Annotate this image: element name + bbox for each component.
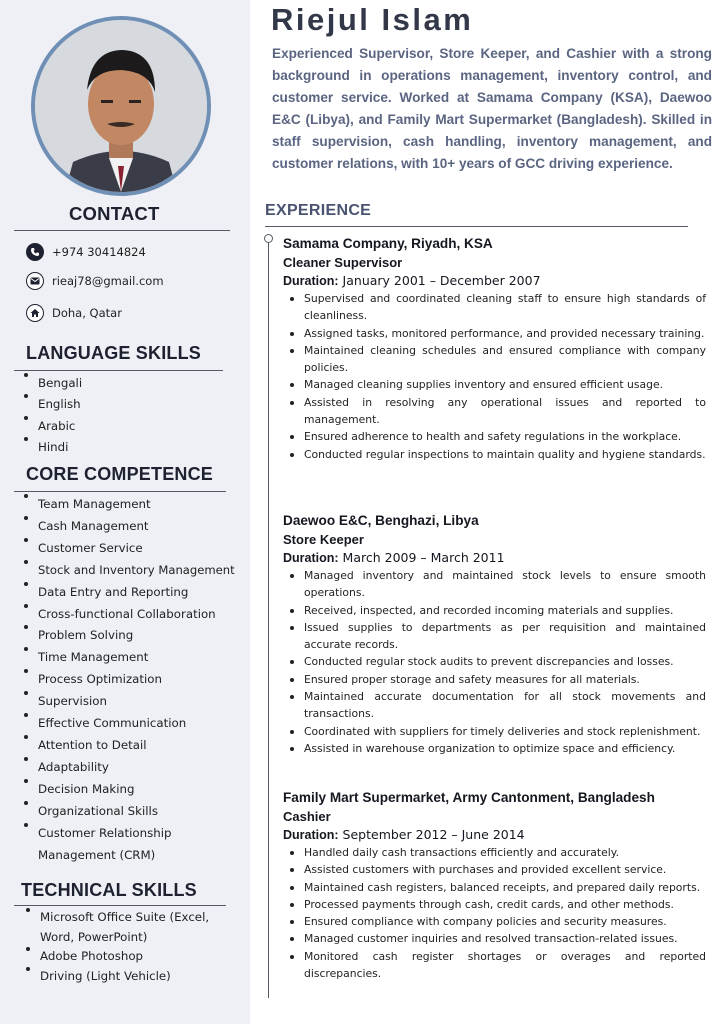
timeline-dot bbox=[264, 234, 273, 243]
list-item: Stock and Inventory Management bbox=[22, 560, 237, 582]
list-item: Ensured proper storage and safety measures for all materials. bbox=[283, 671, 706, 688]
list-item: Data Entry and Reporting bbox=[22, 582, 237, 604]
list-item: Handled daily cash transactions efficiently and accurately. bbox=[283, 844, 706, 861]
job-entry-daewoo bbox=[283, 511, 706, 757]
language-list bbox=[22, 373, 82, 458]
technical-heading: TECHNICAL SKILLS bbox=[21, 880, 197, 900]
list-item: Customer Service bbox=[22, 538, 237, 560]
list-item: Adobe Photoshop bbox=[24, 947, 224, 967]
list-item: Assisted customers with purchases and provided excellent service. bbox=[283, 861, 706, 878]
language-divider bbox=[14, 370, 223, 371]
job-duration bbox=[283, 272, 706, 290]
list-item: Issued supplies to departments as per requisition and maintained accurate records. bbox=[283, 619, 706, 654]
experience-divider bbox=[265, 226, 688, 227]
experience-heading: EXPERIENCE bbox=[265, 202, 372, 219]
list-item: Decision Making bbox=[22, 779, 237, 801]
job-bullets bbox=[283, 290, 706, 463]
profile-summary: Experienced Supervisor, Store Keeper, and Cashier with a strong background in operations management, inventory control, and customer service. Worked at Samama Company (KSA), Daewoo E&C (Libya), and Family Mart Supermarket (Bangladesh). Skilled in staff supervision, cash handling, inventory management, and customer relations, with 10+ years of GCC driving experience. bbox=[272, 46, 712, 171]
technical-divider bbox=[14, 905, 226, 906]
list-item: Problem Solving bbox=[22, 625, 237, 647]
list-item: Organizational Skills bbox=[22, 801, 237, 823]
list-item: Assigned tasks, monitored performance, and provided necessary training. bbox=[283, 325, 706, 342]
timeline-line bbox=[268, 238, 269, 998]
list-item: Driving (Light Vehicle) bbox=[24, 967, 224, 987]
list-item: Cash Management bbox=[22, 516, 237, 538]
list-item: Maintained cash registers, balanced receipts, and prepared daily reports. bbox=[283, 879, 706, 896]
phone-icon bbox=[26, 243, 44, 261]
duration-value: September 2012 – June 2014 bbox=[342, 827, 525, 842]
list-item: Ensured adherence to health and safety regulations in the workplace. bbox=[283, 428, 706, 445]
list-item: Conducted regular inspections to maintain quality and hygiene standards. bbox=[283, 446, 706, 463]
list-item: Effective Communication bbox=[22, 713, 237, 735]
job-duration bbox=[283, 826, 706, 844]
list-item: Customer Relationship Management (CRM) bbox=[22, 823, 188, 867]
list-item: Hindi bbox=[22, 437, 82, 458]
list-item: Attention to Detail bbox=[22, 735, 237, 757]
list-item: English bbox=[22, 394, 82, 415]
job-role: Cashier bbox=[283, 809, 331, 824]
list-item: Assisted in resolving any operational issues and reported to management. bbox=[283, 394, 706, 429]
contact-phone bbox=[26, 243, 146, 261]
sidebar bbox=[0, 0, 250, 1024]
list-item: Arabic bbox=[22, 416, 82, 437]
contact-heading: CONTACT bbox=[69, 203, 160, 224]
list-item: Process Optimization bbox=[22, 669, 237, 691]
phone-number[interactable]: +974 30414824 bbox=[52, 245, 146, 259]
avatar bbox=[35, 20, 207, 192]
job-company: Family Mart Supermarket, Army Cantonment, Bangladesh bbox=[283, 790, 655, 805]
list-item: Maintained cleaning schedules and ensured compliance with company policies. bbox=[283, 342, 706, 377]
language-heading: LANGUAGE SKILLS bbox=[26, 343, 202, 363]
job-role: Store Keeper bbox=[283, 532, 364, 547]
duration-label: Duration: bbox=[283, 828, 339, 842]
contact-divider bbox=[14, 230, 230, 231]
list-item: Managed customer inquiries and resolved transaction-related issues. bbox=[283, 930, 706, 947]
list-item: Coordinated with suppliers for timely deliveries and stock replenishment. bbox=[283, 723, 706, 740]
list-item: Adaptability bbox=[22, 757, 237, 779]
duration-value: January 2001 – December 2007 bbox=[342, 273, 541, 288]
job-entry-samama bbox=[283, 234, 706, 463]
duration-value: March 2009 – March 2011 bbox=[342, 550, 505, 565]
list-item: Time Management bbox=[22, 647, 237, 669]
home-icon bbox=[26, 304, 44, 322]
list-item: Processed payments through cash, credit cards, and other methods. bbox=[283, 896, 706, 913]
job-entry-familymart bbox=[283, 788, 706, 982]
list-item: Assisted in warehouse organization to optimize space and efficiency. bbox=[283, 740, 706, 757]
list-item: Bengali bbox=[22, 373, 82, 394]
candidate-name: Riejul Islam bbox=[271, 2, 474, 37]
job-bullets bbox=[283, 567, 706, 757]
job-duration bbox=[283, 549, 706, 567]
list-item: Supervised and coordinated cleaning staff to ensure high standards of cleanliness. bbox=[283, 290, 706, 325]
list-item: Microsoft Office Suite (Excel, Word, PowerPoint) bbox=[24, 908, 212, 947]
list-item: Team Management bbox=[22, 494, 237, 516]
list-item: Supervision bbox=[22, 691, 237, 713]
list-item: Cross-functional Collaboration bbox=[22, 604, 237, 626]
duration-label: Duration: bbox=[283, 274, 339, 288]
technical-list bbox=[24, 908, 224, 986]
list-item: Maintained accurate documentation for all stock movements and transactions. bbox=[283, 688, 706, 723]
job-company: Samama Company, Riyadh, KSA bbox=[283, 236, 493, 251]
list-item: Monitored cash register shortages or overages and reported discrepancies. bbox=[283, 948, 706, 983]
competence-divider bbox=[14, 491, 226, 492]
list-item: Ensured compliance with company policies and security measures. bbox=[283, 913, 706, 930]
job-company: Daewoo E&C, Benghazi, Libya bbox=[283, 513, 479, 528]
location-text: Doha, Qatar bbox=[52, 306, 122, 320]
contact-location bbox=[26, 304, 122, 322]
profile-photo bbox=[31, 16, 211, 196]
list-item: Managed cleaning supplies inventory and ensured efficient usage. bbox=[283, 376, 706, 393]
list-item: Conducted regular stock audits to prevent discrepancies and losses. bbox=[283, 653, 706, 670]
duration-label: Duration: bbox=[283, 551, 339, 565]
list-item: Received, inspected, and recorded incoming materials and supplies. bbox=[283, 602, 706, 619]
job-bullets bbox=[283, 844, 706, 982]
email-icon bbox=[26, 272, 44, 290]
contact-email bbox=[26, 272, 164, 290]
job-role: Cleaner Supervisor bbox=[283, 255, 403, 270]
email-address[interactable]: rieaj78@gmail.com bbox=[52, 274, 164, 288]
list-item: Managed inventory and maintained stock levels to ensure smooth operations. bbox=[283, 567, 706, 602]
competence-list bbox=[22, 494, 237, 866]
competence-heading: CORE COMPETENCE bbox=[26, 464, 214, 484]
